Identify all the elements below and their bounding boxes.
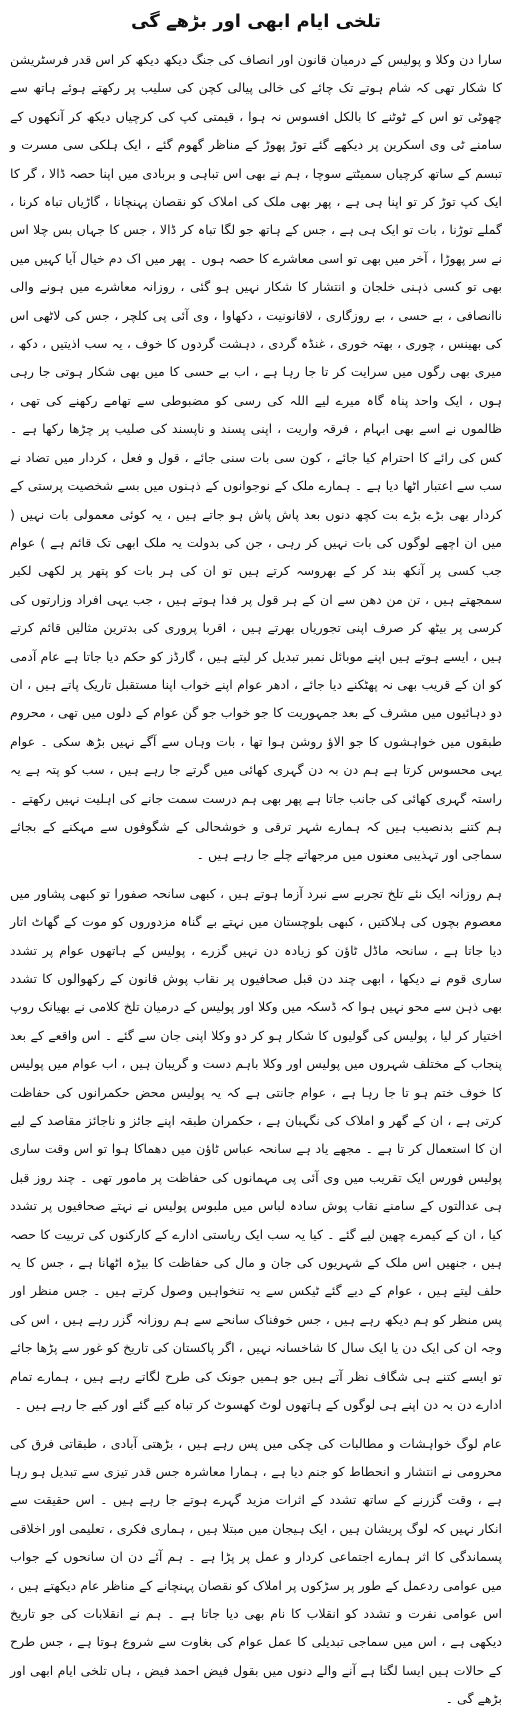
article-paragraph-3: عام لوگ خواہشات و مطالبات کی چکی میں پس رہے ہیں ، بڑھتی آبادی ، طبقاتی فرق کی محرومی نے انتشار و انحطاط کو جنم دیا ہے ، ہمارا معاشرہ جس قدر تیزی سے تبدیل ہو رہا ہے ، وقت گزرنے کے ساتھ تشدد کے اثرات مزید گہرے ہوتے جا رہے ہیں ۔ اس حقیقت سے انکار نہیں کہ لوگ پریشان ہیں ، ایک ہیجان میں مبتلا ہیں ، ہماری فکری ، تعلیمی اور اخلاقی پسماندگی کا اثر ہمارے اجتماعی کردار و عمل پر پڑا ہے ۔ ہم آئے دن ان سانحوں کے جواب میں عوامی ردعمل کے طور پر سڑکوں پر املاک کو نقصان پہنچانے کے مناظر عام دیکھتے ہیں ، اس عوامی نفرت و تشدد کو انقلاب کا نام بھی دیا جاتا ہے ۔ ہم نے انقلابات کی جو تاریخ دیکھی ہے ، اس میں سماجی تبدیلی کا عمل عوام کی بغاوت سے شروع ہوتا ہے ، جس طرح کے حالات ہیں ایسا لگتا ہے آنے والے دنوں میں بقول فیض احمد فیض ، ہاں تلخی ایام ابھی اور بڑھے گی ۔ <box>10 1435 502 1707</box>
article-title: تلخی ایام ابھی اور بڑھے گی <box>131 11 381 32</box>
article-paragraph-1: سارا دن وکلا و پولیس کے درمیان قانون اور انصاف کی جنگ دیکھ دیکھ کر اس قدر فرسٹریشن کا شکار تھی کہ شام ہوتے تک چائے کی خالی پیالی کچن کی سلیب پر رکھتے ہوئے ہاتھ سے چھوٹی تو اس کے ٹوٹنے کا بالکل افسوس نہ ہوا ، قیمتی کپ کی کرچیاں دیکھ کر آنکھوں کے سامنے ٹی وی اسکرین پر دیکھے گئے توڑ پھوڑ کے مناظر گھوم گئے ، ایک ہلکی سی مسرت و تبسم کے ساتھ کرچیاں سمیٹتے سوچا ، ہم نے بھی اس تباہی و بربادی میں اپنا حصہ ڈالا ، گر کا ایک کپ توڑ کر تو اپنا ہی ہے ، پھر بھی ملک کی املاک کو نقصان پہنچانا ، گاڑیاں تباہ کرنا ، گملے توڑنا ، بات تو ایک ہی ہے ، جس کے ہاتھ جو لگا تباہ کر ڈالا ، جس کا جہاں بس چلا اس نے سر پھوڑا ، آخر میں بھی تو اسی معاشرے کا حصہ ہوں ۔ پھر میں اک دم خیال آیا کہیں میں بھی تو کسی ذہنی خلجان و انتشار کا شکار نہیں ہو گئی ، روزانہ معاشرے میں ہونے والی ناانصافی ، بے حسی ، بے روزگاری ، لاقانونیت ، دکھاوا ، وی آئی پی کلچر ، جس کی لاٹھی اس کی بھینس ، چوری ، بھتہ خوری ، غنڈہ گردی ، دہشت گردوں کا خوف ، یہ سب اذیتیں ، دکھ ، میری بھی رگوں میں سرایت کر تا جا رہا ہے ، اب بے حسی کا میں بھی شکار ہوتی جا رہی ہوں ، ایک واحد پناہ گاہ میرے لیے اللہ کی رسی کو مضبوطی سے تھامے رکھنے کی تھی ، ظالموں نے اسے بھی ابہام ، فرقہ واریت ، اپنی پسند و ناپسند کی صلیب پر چڑھا رکھا ہے ۔ کس کی رائے کا احترام کیا جائے ، کون سی بات سنی جائے ، قول و فعل ، کردار میں تضاد نے سب سے اعتبار اٹھا دیا ہے ۔ ہمارے ملک کے نوجوانوں کے ذہنوں میں بسے شخصیت پرستی کے کردار بھی بڑے بڑے بت کچھ دنوں بعد پاش پاش ہو جاتے ہیں ، یہ کوئی معمولی بات نہیں ( میں ان اچھے لوگوں کی بات نہیں کر رہی ، جن کی بدولت یہ ملک ابھی تک قائم ہے ) عوام جب کسی پر آنکھ بند کر کے بھروسہ کرتے ہیں تو ان کی ہر بات کو پتھر پر لکھی لکیر سمجھتے ہیں ، تن من دھن سے ان کے ہر قول پر فدا ہوتے ہیں ، جب یہی افراد وزارتوں کی کرسی پر بیٹھ کر صرف اپنی تجوریاں بھرتے ہیں ، اقربا پروری کی بدترین مثالیں قائم کرتے ہیں ، ایسے ہوتے ہیں اپنے موبائل نمبر تبدیل کر لیتے ہیں ، گارڈز کو حکم دیا جاتا ہے عام آدمی کو ان کے قریب بھی نہ پھٹکنے دیا جائے ، ادھر عوام اپنے خواب اپنا مستقبل تاریک پاتے ہیں ، ان دو دہائیوں میں مشرف کے بعد جمہوریت کا جو خواب جو گن عوام کے دلوں میں تھی ، محروم طبقوں میں خواہشوں کا جو الاؤ روشن ہوا تھا ، بات وہاں سے آگے نہیں بڑھ سکی ۔ عوام یہی محسوس کرتا ہے ہم دن بہ دن گہری کھائی میں گرتے جا رہے ہیں ، سب کو پتہ ہے یہ راستہ گہری کھائی کی جانب جاتا ہے پھر بھی ہم درست سمت جانے کی اہلیت نہیں رکھتے ۔ ہم کتنے بدنصیب ہیں کہ ہمارے شہر ترقی و خوشحالی کے شگوفوں سے مہکنے کے بجائے سماجی اور تہذیبی معنوں میں مرجھاتے چلے جا رہے ہیں ۔ <box>10 52 502 863</box>
article-paragraph-2: ہم روزانہ ایک نئے تلخ تجربے سے نبرد آزما ہوتے ہیں ، کبھی سانحہ صفورا تو کبھی پشاور میں معصوم بچوں کی ہلاکتیں ، کبھی بلوچستان میں نہتے بے گناہ مزدوروں کو موت کے گھاٹ اتار دیا جاتا ہے ، سانحہ ماڈل ٹاؤن کو زیادہ دن نہیں گزرے ، پولیس کے ہاتھوں عوام پر تشدد ساری قوم نے دیکھا ، ابھی چند دن قبل صحافیوں پر نقاب پوش قانون کے رکھوالوں کا تشدد بھی ذہن سے محو نہیں ہوا کہ ڈسکہ میں وکلا اور پولیس کے درمیان تلخ کلامی نے بھیانک روپ اختیار کر لیا ، پولیس کی گولیوں کا شکار ہو کر دو وکلا اپنی جان سے گئے ۔ اس واقعے کے بعد پنجاب کے مختلف شہروں میں پولیس اور وکلا باہم دست و گریبان ہیں ، اب عوام میں پولیس کا خوف ختم ہو تا جا رہا ہے ، عوام جانتی ہے کہ یہ پولیس محض حکمرانوں کی حفاظت کرتی ہے ، ان کے گھر و املاک کی نگہبان ہے ، حکمران طبقہ اپنے جائز و ناجائز مقاصد کے لیے ان کا استعمال کر تا ہے ۔ مجھے یاد ہے سانحہ عباس ٹاؤن میں دھماکا ہوا تو اس وقت ساری پولیس فورس ایک تقریب میں وی آئی پی مہمانوں کی حفاظت پر مامور تھی ۔ چند روز قبل ہی عدالتوں کے سامنے نقاب پوش سادہ لباس میں ملبوس پولیس نے نہتے صحافیوں پر تشدد کیا ، ان کے کیمرے چھین لیے گئے ۔ کیا یہ سب ایک ریاستی ادارے کے کارکنوں کی تربیت کا حصہ ہیں ، جنھیں اس ملک کے شہریوں کی جان و مال کی حفاظت کا بیڑہ اٹھانا ہے ، جس کا یہ حلف لیتے ہیں ، عوام کے دیے گئے ٹیکس سے یہ تنخواہیں وصول کرتے ہیں ۔ جس منظر اور پس منظر کو ہم دیکھ رہے ہیں ، جس خوفناک سانحے سے ہم روزانہ گزر رہے ہیں ، اس کی وجہ ان کی ایک دن یا ایک سال کا شاخسانہ نہیں ، اگر پاکستان کی تاریخ کو غور سے پڑھا جائے تو ایسے کتنے ہی شگاف نظر آتے ہیں جو ہمیں جونک کی طرح لگاتے رہے ہیں ، ہمارے تمام ادارے دن بہ دن اپنے ہی لوگوں کے ہاتھوں لوٹ کھسوٹ کر تباہ کیے گئے اور کیے جا رہے ہیں ۔ <box>10 885 502 1413</box>
